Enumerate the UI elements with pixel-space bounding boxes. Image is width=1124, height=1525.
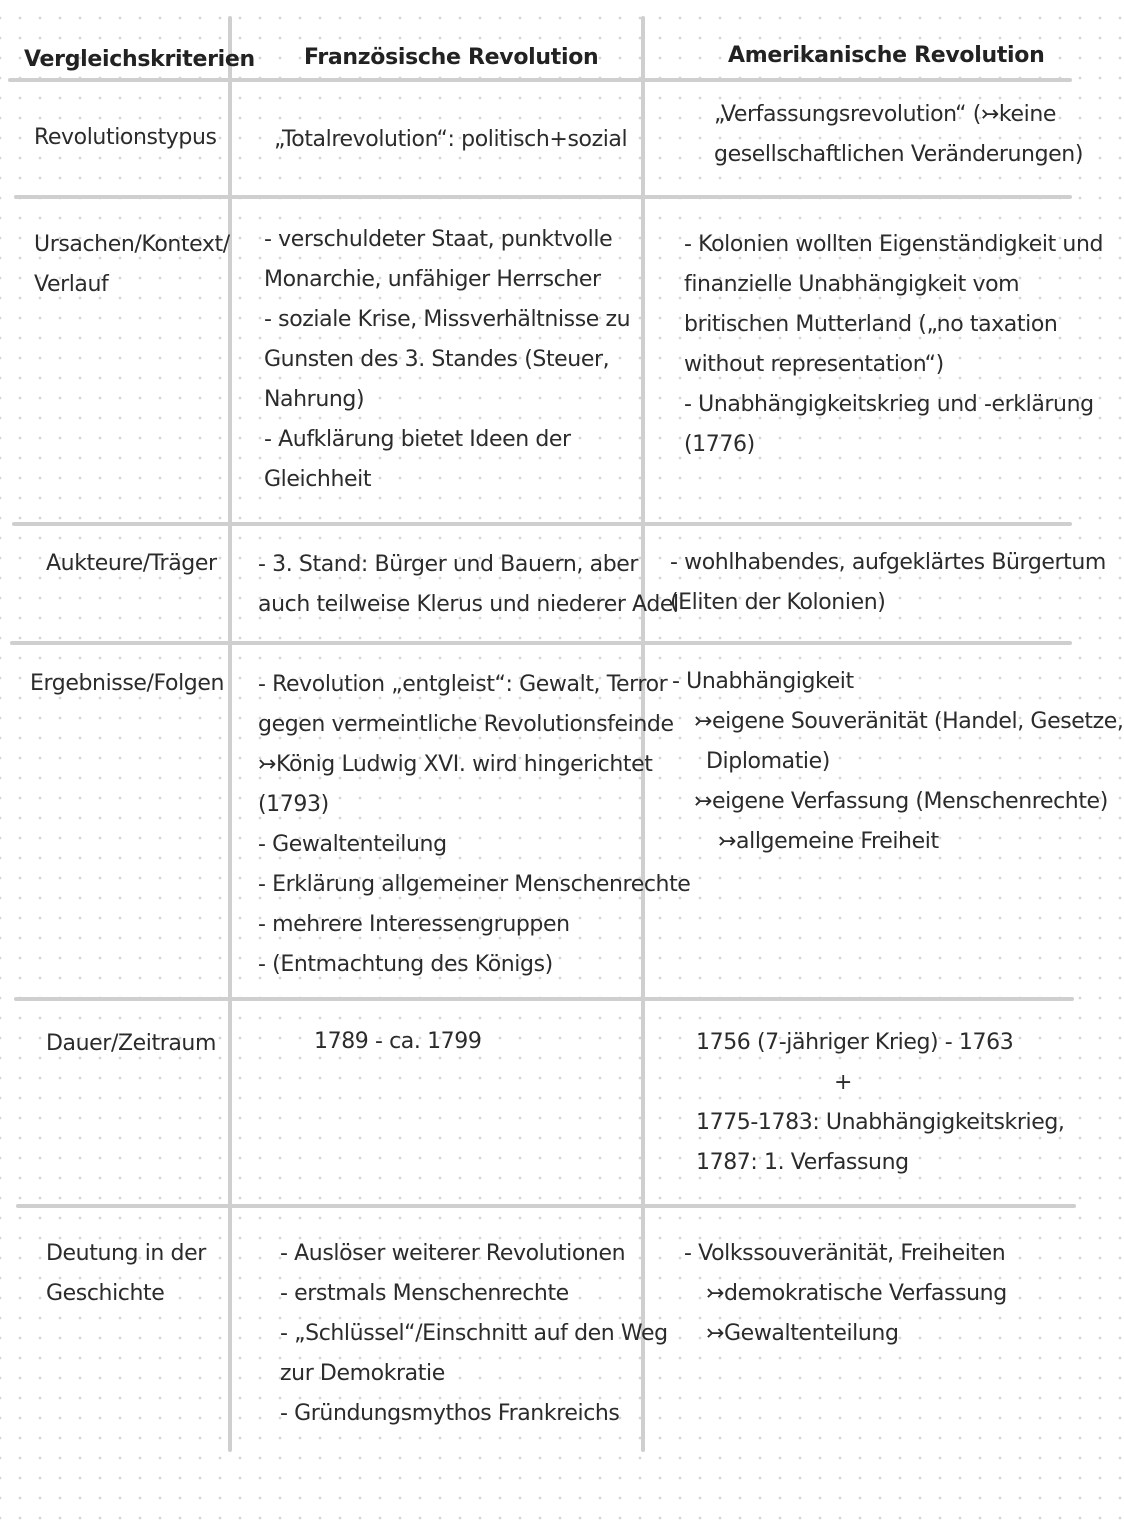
row-american-cell bbox=[670, 543, 1106, 623]
american-line: britischen Mutterland („no taxation bbox=[684, 312, 1058, 337]
french-line: - Erklärung allgemeiner Menschenrechte bbox=[258, 872, 691, 897]
french-line: - „Schlüssel“/Einschnitt auf den Weg bbox=[280, 1321, 668, 1346]
american-line: finanzielle Unabhängigkeit vom bbox=[684, 272, 1020, 297]
row-american-cell bbox=[696, 1023, 1065, 1183]
american-line: gesellschaftlichen Veränderungen) bbox=[714, 142, 1084, 167]
row-divider bbox=[16, 1204, 1076, 1208]
row-french-cell bbox=[314, 1022, 481, 1062]
french-line: Gleichheit bbox=[264, 467, 372, 492]
criterion-line: Ergebnisse/Folgen bbox=[30, 671, 225, 696]
row-divider bbox=[14, 195, 1072, 199]
french-line: 1789 - ca. 1799 bbox=[314, 1029, 482, 1054]
american-line: - Unabhängigkeitskrieg und -erklärung bbox=[684, 392, 1094, 417]
american-line: Diplomatie) bbox=[706, 749, 830, 774]
french-line: (1793) bbox=[258, 792, 329, 817]
header-american-revolution: Amerikanische Revolution bbox=[728, 43, 1045, 68]
french-line: - 3. Stand: Bürger und Bauern, aber bbox=[258, 552, 639, 577]
criterion-line: Aukteure/Träger bbox=[46, 551, 217, 576]
american-line: (1776) bbox=[684, 432, 755, 457]
american-line: + bbox=[834, 1070, 853, 1095]
french-line: - Gründungsmythos Frankreichs bbox=[280, 1401, 620, 1426]
row-french-cell bbox=[264, 220, 630, 500]
french-line: - Revolution „entgleist“: Gewalt, Terror bbox=[258, 672, 668, 697]
row-divider bbox=[14, 997, 1074, 1001]
row-american-cell bbox=[684, 225, 1103, 465]
american-line: ↣Gewaltenteilung bbox=[706, 1321, 899, 1346]
french-line: „Totalrevolution“: politisch+sozial bbox=[274, 127, 628, 152]
row-criterion bbox=[46, 1234, 206, 1314]
american-line: - Volkssouveränität, Freiheiten bbox=[684, 1241, 1006, 1266]
criterion-line: Verlauf bbox=[34, 272, 109, 297]
french-line: gegen vermeintliche Revolutionsfeinde bbox=[258, 712, 674, 737]
american-line: ↣demokratische Verfassung bbox=[706, 1281, 1007, 1306]
row-french-cell bbox=[258, 545, 679, 625]
american-line: - wohlhabendes, aufgeklärtes Bürgertum bbox=[670, 550, 1106, 575]
header-criteria: Vergleichskriterien bbox=[24, 47, 255, 72]
row-criterion bbox=[30, 664, 224, 704]
row-divider bbox=[10, 641, 1072, 645]
row-criterion bbox=[46, 544, 217, 584]
french-line: Nahrung) bbox=[264, 387, 365, 412]
french-line: zur Demokratie bbox=[280, 1361, 445, 1386]
row-criterion bbox=[34, 225, 230, 305]
row-criterion bbox=[46, 1024, 216, 1064]
american-line: ↣allgemeine Freiheit bbox=[718, 829, 939, 854]
american-line: ↣eigene Verfassung (Menschenrechte) bbox=[694, 789, 1108, 814]
row-american-cell bbox=[684, 1234, 1007, 1354]
american-line: 1775-1783: Unabhängigkeitskrieg, bbox=[696, 1110, 1065, 1135]
american-line: - Unabhängigkeit bbox=[672, 669, 854, 694]
row-criterion bbox=[34, 118, 217, 158]
french-line: - Gewaltenteilung bbox=[258, 832, 447, 857]
american-line: ↣eigene Souveränität (Handel, Gesetze, bbox=[694, 709, 1124, 734]
french-line: - Auslöser weiterer Revolutionen bbox=[280, 1241, 626, 1266]
american-line: without representation“) bbox=[684, 352, 944, 377]
row-divider bbox=[12, 522, 1072, 526]
french-line: Gunsten des 3. Standes (Steuer, bbox=[264, 347, 610, 372]
criterion-line: Geschichte bbox=[46, 1281, 165, 1306]
french-line: - (Entmachtung des Königs) bbox=[258, 952, 553, 977]
row-french-cell bbox=[280, 1234, 668, 1434]
criterion-line: Revolutionstypus bbox=[34, 125, 217, 150]
french-line: auch teilweise Klerus und niederer Adel bbox=[258, 592, 679, 617]
american-line: (Eliten der Kolonien) bbox=[670, 590, 886, 615]
american-line: 1756 (7-jähriger Krieg) - 1763 bbox=[696, 1030, 1014, 1055]
row-french-cell bbox=[258, 665, 690, 985]
american-line: „Verfassungsrevolution“ (↣keine bbox=[714, 102, 1057, 127]
criterion-line: Dauer/Zeitraum bbox=[46, 1031, 217, 1056]
american-line: 1787: 1. Verfassung bbox=[696, 1150, 909, 1175]
french-line: - Aufklärung bietet Ideen der bbox=[264, 427, 571, 452]
french-line: - soziale Krise, Missverhältnisse zu bbox=[264, 307, 631, 332]
french-line: - mehrere Interessengruppen bbox=[258, 912, 570, 937]
header-french-revolution: Französische Revolution bbox=[304, 45, 599, 70]
row-french-cell bbox=[274, 120, 627, 160]
french-line: - verschuldeter Staat, punktvolle bbox=[264, 227, 613, 252]
row-american-cell bbox=[672, 662, 1124, 862]
american-line: - Kolonien wollten Eigenständigkeit und bbox=[684, 232, 1104, 257]
french-line: - erstmals Menschenrechte bbox=[280, 1281, 569, 1306]
french-line: ↣König Ludwig XVI. wird hingerichtet bbox=[258, 752, 653, 777]
french-line: Monarchie, unfähiger Herrscher bbox=[264, 267, 601, 292]
criterion-line: Deutung in der bbox=[46, 1241, 206, 1266]
row-american-cell bbox=[714, 95, 1083, 175]
criterion-line: Ursachen/Kontext/ bbox=[34, 232, 230, 257]
